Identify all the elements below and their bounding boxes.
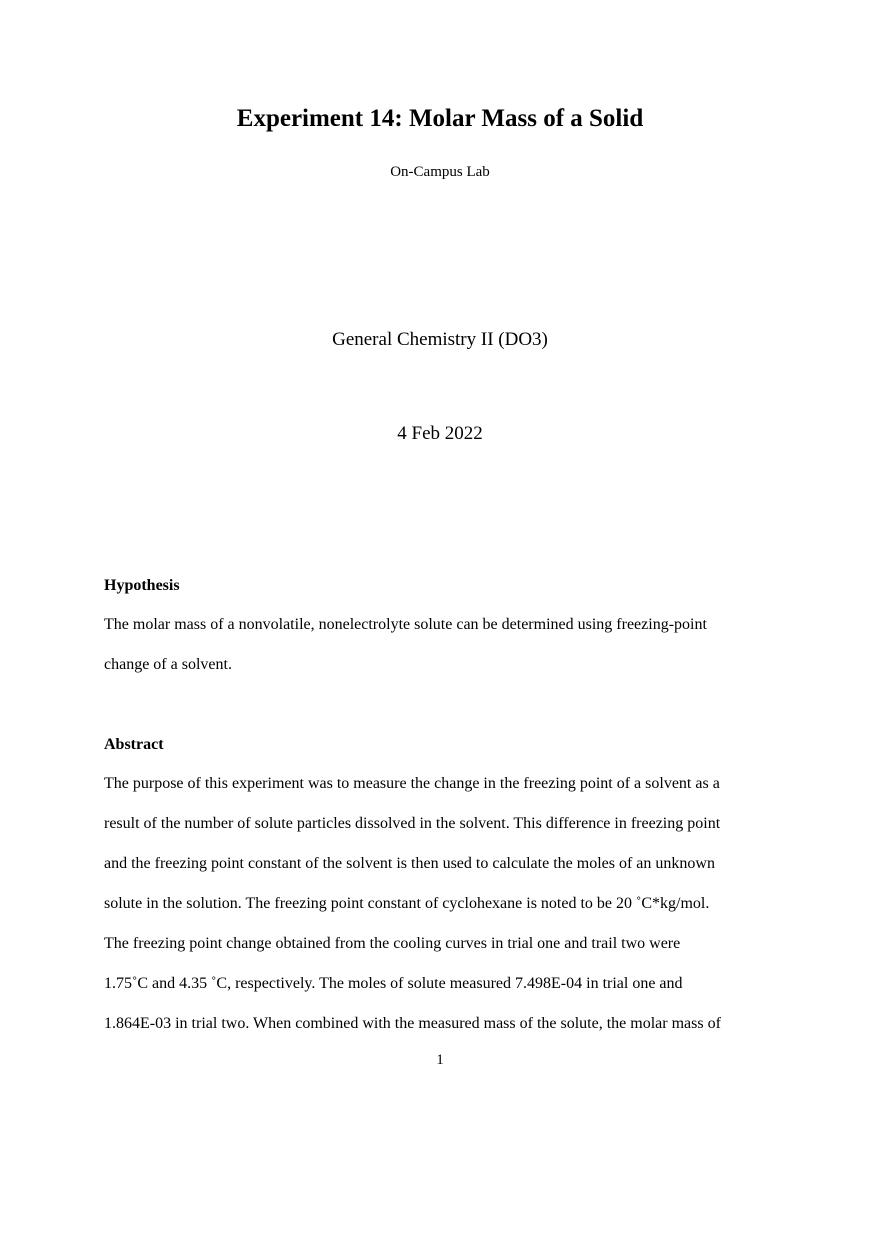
abstract-line: solute in the solution. The freezing point constant of cyclohexane is noted to be 20 ˚C*kg/mol. (104, 895, 710, 912)
abstract-paragraph (104, 774, 784, 1054)
hypothesis-heading: Hypothesis (104, 577, 180, 594)
hypothesis-line: The molar mass of a nonvolatile, nonelectrolyte solute can be determined using freezing-point (104, 616, 707, 633)
abstract-heading: Abstract (104, 736, 164, 753)
document-title: Experiment 14: Molar Mass of a Solid (236, 105, 644, 132)
abstract-line: result of the number of solute particles dissolved in the solvent. This difference in freezing point (104, 815, 721, 832)
document-subtitle: On-Campus Lab (390, 164, 490, 180)
abstract-line: The freezing point change obtained from the cooling curves in trial one and trail two were (104, 935, 681, 952)
abstract-line: 1.75˚C and 4.35 ˚C, respectively. The moles of solute measured 7.498E-04 in trial one and (104, 975, 683, 992)
abstract-line: and the freezing point constant of the solvent is then used to calculate the moles of an unknown (104, 855, 715, 872)
hypothesis-line: change of a solvent. (104, 656, 232, 673)
abstract-line: The purpose of this experiment was to measure the change in the freezing point of a solvent as a (104, 775, 720, 792)
course-name: General Chemistry II (DO3) (332, 329, 548, 350)
document-date: 4 Feb 2022 (397, 423, 483, 444)
hypothesis-paragraph (104, 615, 784, 695)
page-number: 1 (436, 1052, 444, 1068)
abstract-line: 1.864E-03 in trial two. When combined with the measured mass of the solute, the molar mass of (104, 1015, 721, 1032)
